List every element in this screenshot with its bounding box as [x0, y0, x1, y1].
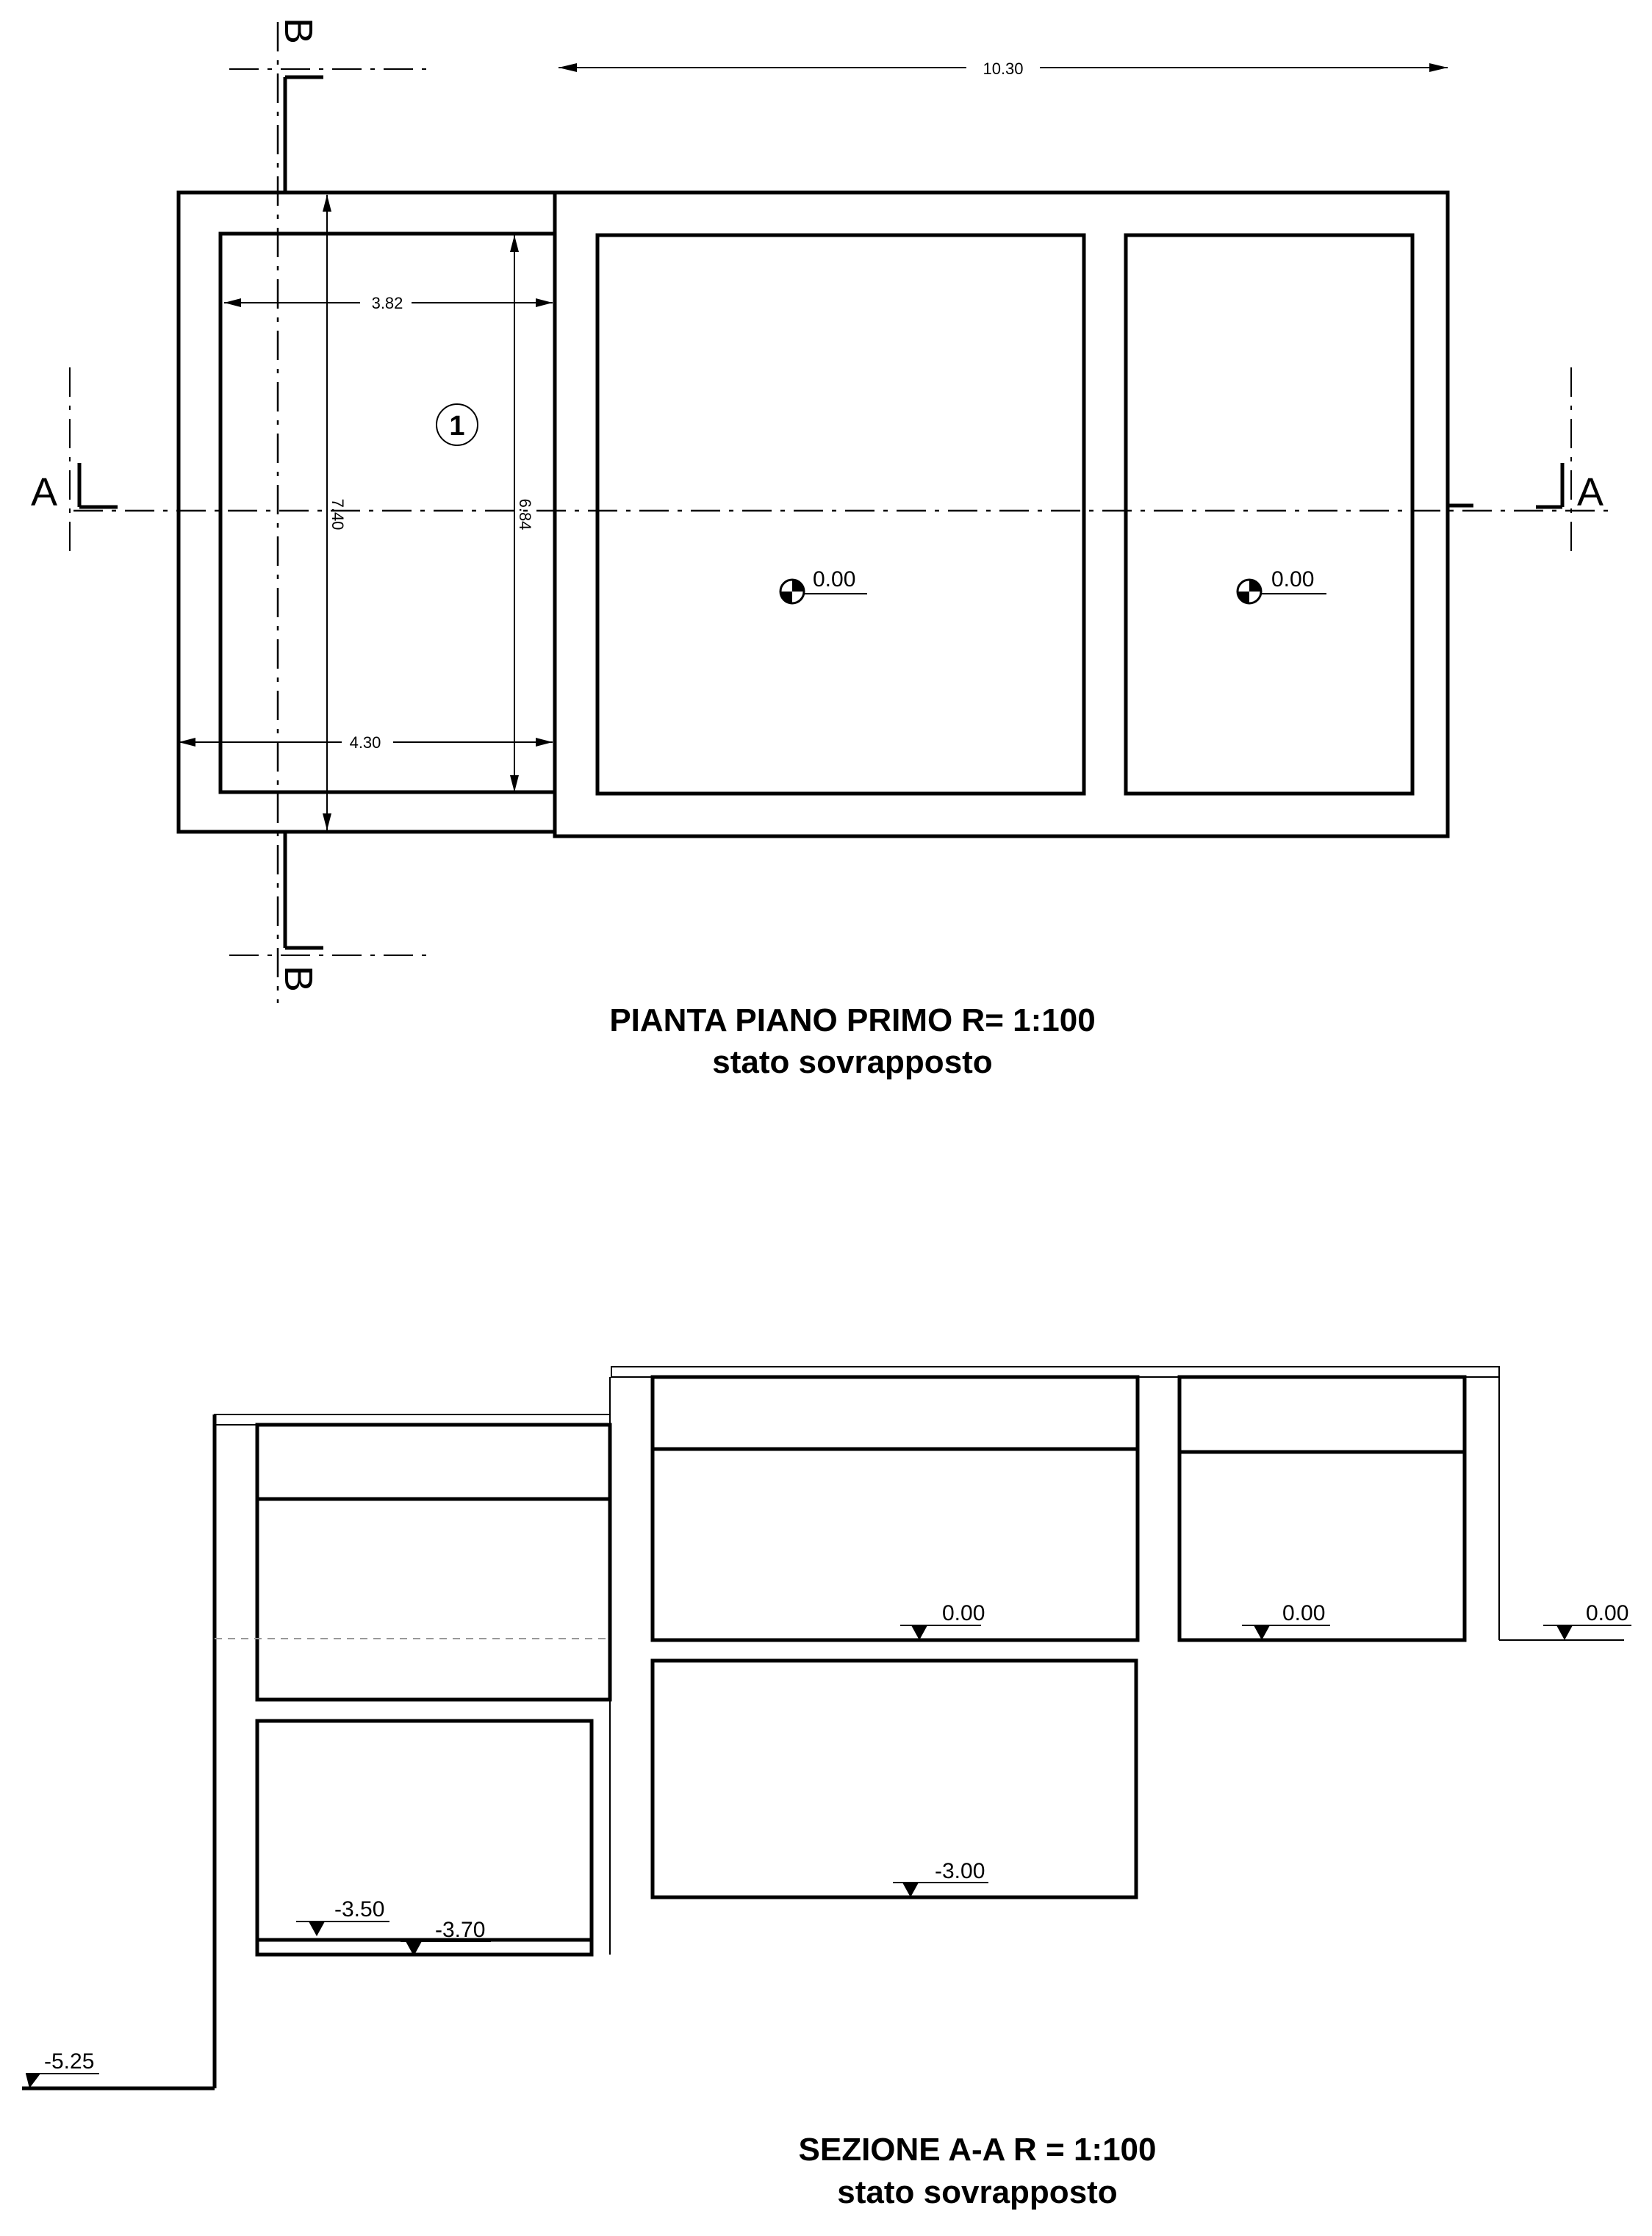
dimension-outer-width-label: 4.30	[349, 733, 381, 752]
section-level-marker-3	[1543, 1601, 1631, 1640]
section-level-label-1: 0.00	[942, 1601, 985, 1625]
section-level-marker-6	[401, 1918, 491, 1956]
right-block-outer-wall	[555, 193, 1448, 836]
section-subtitle: stato sovrapposto	[837, 2174, 1118, 2210]
section-level-label-6: -3.70	[435, 1918, 486, 1942]
plan-subtitle: stato sovrapposto	[712, 1044, 993, 1080]
section-title: SEZIONE A-A R = 1:100	[798, 2132, 1157, 2168]
dimension-inner-width-label: 3.82	[371, 294, 403, 312]
room-3-inner-wall	[1126, 235, 1412, 794]
section-level-label-4: -3.00	[935, 1859, 985, 1883]
dimension-height-outer-label: 7.40	[328, 498, 347, 531]
section-level-label-7: -5.25	[44, 2049, 95, 2074]
section-level-label-5: -3.50	[334, 1897, 385, 1922]
room-number-label: 1	[449, 411, 465, 442]
plan-title: PIANTA PIANO PRIMO R= 1:100	[609, 1002, 1096, 1038]
level-marker-room-2	[780, 567, 867, 603]
room-2-inner-wall	[597, 235, 1084, 794]
level-label-room-2: 0.00	[813, 567, 856, 592]
floor-plan	[31, 18, 1609, 1080]
dimension-height-inner-label: 6.84	[516, 498, 534, 531]
section-b-bottom-label: B	[276, 965, 320, 993]
section-level-label-3: 0.00	[1586, 1601, 1629, 1625]
section-level-marker-1	[900, 1601, 985, 1640]
section-level-marker-7	[26, 2049, 99, 2088]
section-b-top-label: B	[276, 17, 320, 45]
dimension-overall-label: 10.30	[983, 60, 1024, 78]
section-view	[22, 1367, 1631, 2210]
left-lower-room	[257, 1721, 592, 1955]
section-basement-room	[653, 1661, 1136, 1897]
section-level-marker-4	[893, 1859, 988, 1897]
section-level-marker-2	[1242, 1601, 1330, 1640]
section-a-left-label: A	[31, 470, 58, 514]
section-level-marker-5	[296, 1897, 389, 1936]
room-1-inner-wall	[220, 234, 555, 792]
section-level-label-2: 0.00	[1282, 1601, 1326, 1625]
section-a-right-label: A	[1577, 470, 1604, 514]
left-upper-room	[257, 1425, 610, 1700]
section-room-2	[653, 1377, 1138, 1640]
level-label-room-3: 0.00	[1271, 567, 1315, 592]
level-marker-room-3	[1238, 567, 1326, 603]
